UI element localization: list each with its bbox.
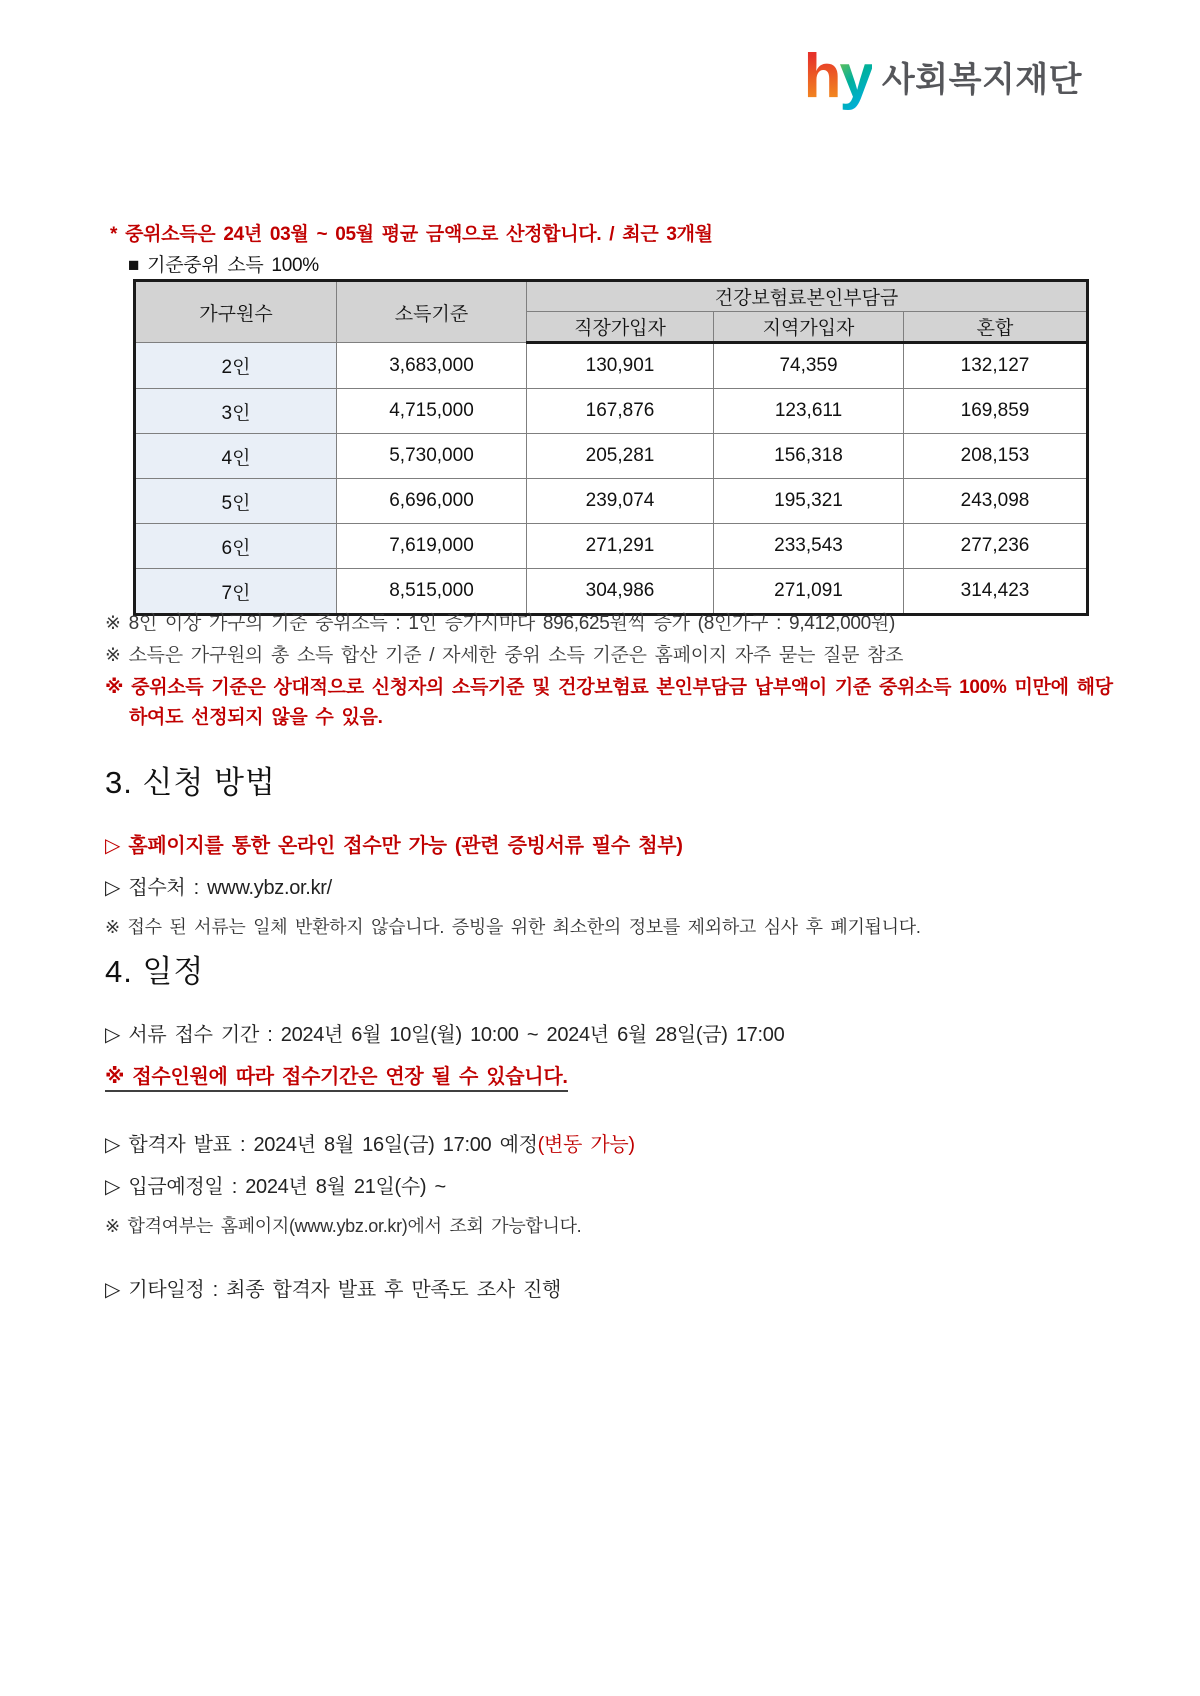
col-header-mixed: 혼합	[904, 312, 1088, 343]
cell-income: 6,696,000	[337, 479, 527, 524]
cell-household: 7인	[135, 569, 337, 615]
pass-announcement-text: ▷ 합격자 발표 : 2024년 8월 16일(금) 17:00 예정	[105, 1134, 538, 1156]
cell-workplace: 205,281	[527, 434, 714, 479]
cell-mixed: 132,127	[904, 343, 1088, 389]
section3-heading: 3. 신청 방법	[105, 765, 276, 800]
table-row	[135, 569, 1088, 615]
pass-announcement-variable-note: (변동 가능)	[537, 1134, 635, 1156]
cell-income: 4,715,000	[337, 389, 527, 434]
cell-mixed: 314,423	[904, 569, 1088, 615]
col-header-household: 가구원수	[135, 281, 337, 343]
period-extend-note	[105, 1060, 784, 1089]
col-header-insurance-group: 건강보험료본인부담금	[527, 281, 1088, 312]
col-header-income-basis: 소득기준	[337, 281, 527, 343]
table-note-median-warning-line1: ※ 중위소득 기준은 상대적으로 신청자의 소득기준 및 건강보험료 본인부담금 납부액이 기준 중위소득 100% 미만에 해당	[105, 677, 1113, 698]
cell-mixed: 208,153	[904, 434, 1088, 479]
cell-regional: 233,543	[714, 524, 904, 569]
cell-household: 5인	[135, 479, 337, 524]
cell-income: 7,619,000	[337, 524, 527, 569]
foundation-logo	[803, 42, 1082, 112]
cell-workplace: 167,876	[527, 389, 714, 434]
col-header-regional: 지역가입자	[714, 312, 904, 343]
income-criteria-table	[133, 279, 1089, 616]
online-only-note: ▷ 홈페이지를 통한 온라인 접수만 가능 (관련 증빙서류 필수 첨부)	[105, 835, 683, 857]
spacer	[105, 1251, 784, 1273]
table-header-row-1	[135, 281, 1088, 312]
section-schedule	[105, 946, 784, 1315]
col-header-workplace: 직장가입자	[527, 312, 714, 343]
table-row	[135, 389, 1088, 434]
section-application-method	[105, 757, 921, 952]
cell-household: 4인	[135, 434, 337, 479]
table-row	[135, 343, 1088, 389]
table-title: ■ 기준중위 소득 100%	[128, 255, 319, 276]
cell-mixed: 243,098	[904, 479, 1088, 524]
cell-regional: 74,359	[714, 343, 904, 389]
hy-logo-letter-h: h	[803, 42, 840, 112]
documents-disposal-note: ※ 접수 된 서류는 일체 반환하지 않습니다. 증빙을 위한 최소한의 정보를 제외하고 심사 후 폐기됩니다.	[105, 917, 921, 937]
result-check-note: ※ 합격여부는 홈페이지(www.ybz.or.kr)에서 조회 가능합니다.	[105, 1216, 582, 1236]
cell-workplace: 304,986	[527, 569, 714, 615]
table-note-income-sum: ※ 소득은 가구원의 총 소득 합산 기준 / 자세한 중위 소득 기준은 홈페이지 자주 묻는 질문 참조	[105, 645, 904, 666]
spacer	[105, 1102, 784, 1128]
hy-logo-letter-y: y	[839, 42, 872, 112]
table-row	[135, 479, 1088, 524]
cell-regional: 195,321	[714, 479, 904, 524]
cell-household: 2인	[135, 343, 337, 389]
table-notes	[105, 613, 1113, 737]
cell-household: 3인	[135, 389, 337, 434]
table-note-8plus: ※ 8인 이상 가구의 기준 중위소득 : 1인 증가시마다 896,625원씩 증가 (8인가구 : 9,412,000원)	[105, 613, 895, 634]
foundation-name: 사회복지재단	[881, 61, 1082, 99]
cell-workplace: 130,901	[527, 343, 714, 389]
cell-income: 5,730,000	[337, 434, 527, 479]
income-calc-note: * 중위소득은 24년 03월 ~ 05월 평균 금액으로 산정합니다. / 최근 3개월	[110, 224, 713, 245]
cell-regional: 271,091	[714, 569, 904, 615]
table-note-median-warning-line2: 하여도 선정되지 않을 수 있음.	[129, 707, 383, 728]
cell-workplace: 271,291	[527, 524, 714, 569]
cell-mixed: 169,859	[904, 389, 1088, 434]
cell-income: 3,683,000	[337, 343, 527, 389]
application-url-line: ▷ 접수처 : www.ybz.or.kr/	[105, 877, 332, 899]
table-row	[135, 524, 1088, 569]
period-extend-note-text: ※ 접수인원에 따라 접수기간은 연장 될 수 있습니다.	[105, 1066, 568, 1092]
pass-announcement-line	[105, 1128, 784, 1157]
cell-household: 6인	[135, 524, 337, 569]
deposit-date-line: ▷ 입금예정일 : 2024년 8월 21일(수) ~	[105, 1176, 446, 1198]
cell-regional: 123,611	[714, 389, 904, 434]
cell-regional: 156,318	[714, 434, 904, 479]
section4-heading: 4. 일정	[105, 954, 205, 989]
cell-workplace: 239,074	[527, 479, 714, 524]
cell-mixed: 277,236	[904, 524, 1088, 569]
table-row	[135, 434, 1088, 479]
application-period-line: ▷ 서류 접수 기간 : 2024년 6월 10일(월) 10:00 ~ 2024년 6월 28일(금) 17:00	[105, 1024, 785, 1046]
cell-income: 8,515,000	[337, 569, 527, 615]
hy-logo-icon	[803, 42, 872, 112]
etc-schedule-line: ▷ 기타일정 : 최종 합격자 발표 후 만족도 조사 진행	[105, 1279, 562, 1301]
